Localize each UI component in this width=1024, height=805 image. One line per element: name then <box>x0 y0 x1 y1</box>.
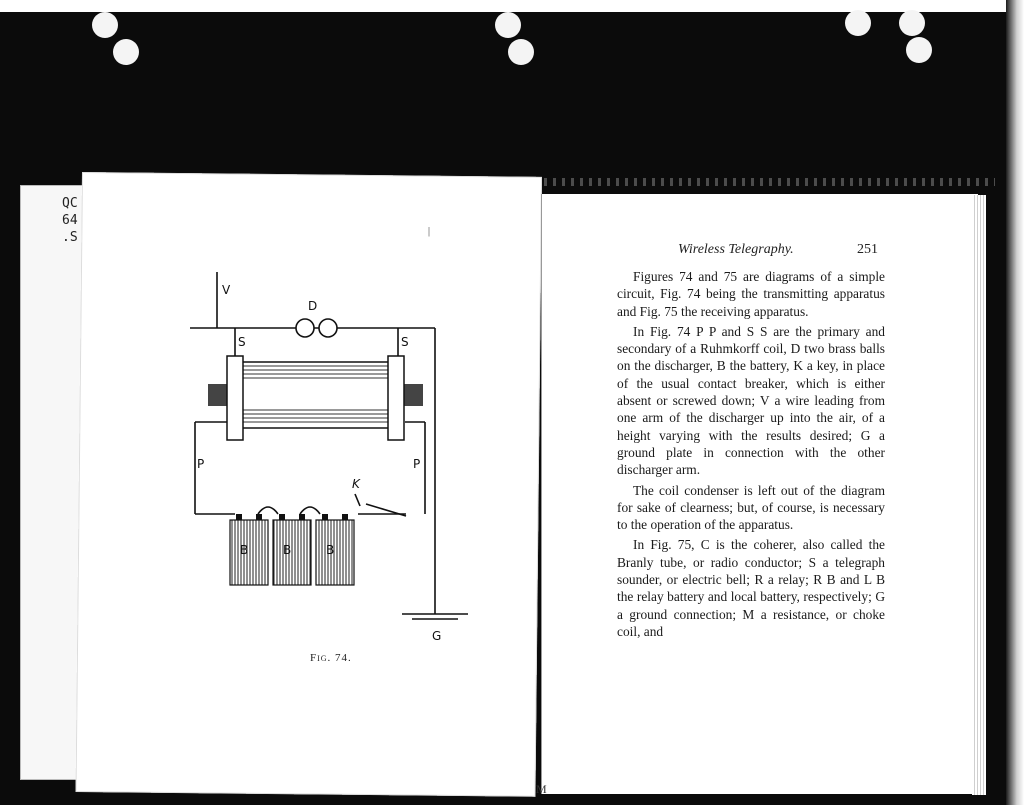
circuit-diagram <box>180 262 480 682</box>
running-head <box>678 242 878 258</box>
label-k: K <box>352 477 360 491</box>
battery-cell <box>230 520 268 585</box>
running-head-title: Wireless Telegraphy. <box>678 242 794 257</box>
paragraph: In Fig. 75, C is the coherer, also called the Branly tube, or radio conductor; S a telegraph sounder, or electric bell; R a relay; R B and L B the relay battery and local battery, respectively; G a ground connection; M a resistance, or choke coil, and <box>617 537 885 639</box>
binder-hole <box>92 12 118 38</box>
discharger-ball <box>296 319 314 337</box>
battery-cells <box>230 514 354 585</box>
label-b: B <box>240 543 249 557</box>
binder-hole <box>845 10 871 36</box>
binder-hole <box>508 39 534 65</box>
label-b: B <box>326 543 335 557</box>
scanner-right-edge <box>1006 0 1024 805</box>
coil-end-plate <box>227 356 243 440</box>
label-d: D <box>308 299 318 313</box>
label-v: V <box>222 283 231 297</box>
binder-hole <box>906 37 932 63</box>
battery-cell <box>316 520 354 585</box>
label-p-right: P <box>413 457 421 471</box>
discharger-ball <box>319 319 337 337</box>
battery-connector <box>258 507 278 514</box>
binder-hole <box>899 10 925 36</box>
label-g: G <box>432 629 442 643</box>
paragraph: The coil condenser is left out of the diagram for sake of clearness; but, of course, is necessary to the operation of the apparatus. <box>617 482 885 533</box>
margin-mark: | <box>428 226 431 237</box>
label-b: B <box>283 543 292 557</box>
binder-hole <box>495 12 521 38</box>
coil-end-plate <box>388 356 404 440</box>
paragraph: Figures 74 and 75 are diagrams of a simple circuit, Fig. 74 being the transmitting apparatus and Fig. 75 the receiving apparatus. <box>617 269 885 319</box>
call-number-line: QC <box>62 196 78 211</box>
battery-connector <box>300 507 320 514</box>
call-number-label <box>62 195 78 246</box>
body-text <box>617 268 885 640</box>
label-p-left: P <box>197 457 205 471</box>
label-s-right: S <box>401 335 409 349</box>
scanner-top-edge <box>0 0 1024 12</box>
call-number-line: 64 <box>62 213 78 228</box>
gutter-mark: M <box>536 782 547 796</box>
figure-caption: Fig. 74. <box>310 652 352 664</box>
paragraph: In Fig. 74 P P and S S are the primary and secondary of a Ruhmkorff coil, D two brass balls on the discharger, B the battery, K a key, in place of the usual contact breaker, which is either absent or screwed down; V a wire leading from one arm of the discharger up into the air, of a height varying with the results desired; G a ground plate in connection with the other discharger arm. <box>617 323 885 478</box>
binder-hole <box>113 39 139 65</box>
battery-cell <box>273 520 311 585</box>
page-number: 251 <box>857 242 878 257</box>
label-s-left: S <box>238 335 246 349</box>
page-stack-edge <box>972 195 986 795</box>
key-handle <box>355 494 360 506</box>
call-number-line: .S <box>62 230 78 245</box>
